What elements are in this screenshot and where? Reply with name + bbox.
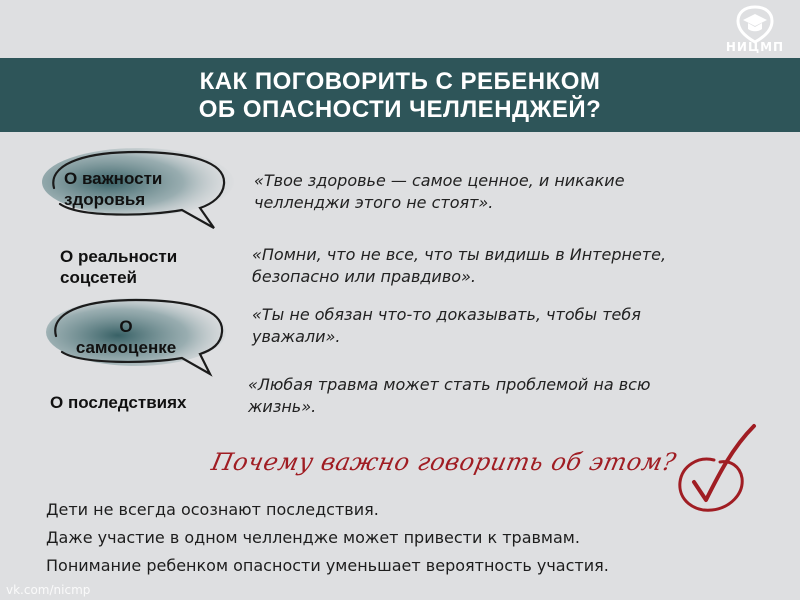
fact-3: Понимание ребенком опасности уменьшает вероятность участия. bbox=[46, 556, 609, 575]
quote-self-esteem-line-1: «Ты не обязан что-то доказывать, чтобы тебя bbox=[252, 305, 641, 324]
fact-2: Даже участие в одном челлендже может привести к травмам. bbox=[46, 528, 580, 547]
topic-self-esteem-title bbox=[66, 316, 186, 358]
page-title-line-1: КАК ПОГОВОРИТЬ С РЕБЕНКОМ bbox=[199, 68, 601, 95]
quote-consequences-line-2: жизнь». bbox=[248, 397, 317, 416]
fact-1: Дети не всегда осознают последствия. bbox=[46, 500, 379, 519]
quote-self-esteem bbox=[252, 304, 641, 348]
topic-health-line-2: здоровья bbox=[64, 190, 146, 209]
shield-cap-icon bbox=[722, 4, 788, 44]
why-heading: Почему важно говорить об этом? bbox=[209, 448, 679, 476]
topic-health-title bbox=[64, 168, 162, 210]
quote-health-line-2: челленджи этого не стоят». bbox=[254, 193, 494, 212]
quote-social bbox=[252, 244, 666, 288]
topic-self-esteem-line-1: О bbox=[119, 317, 133, 336]
checkmark-circle-icon bbox=[668, 420, 760, 516]
title-banner bbox=[0, 58, 800, 132]
logo-text: НИЦМП bbox=[725, 40, 785, 54]
watermark-link: vk.com/nicmp bbox=[6, 583, 91, 597]
quote-consequences-line-1: «Любая травма может стать проблемой на всю bbox=[248, 375, 651, 394]
quote-consequences bbox=[248, 374, 650, 418]
topic-social-title bbox=[60, 246, 177, 288]
quote-social-line-1: «Помни, что не все, что ты видишь в Интернете, bbox=[252, 245, 667, 264]
topic-health-line-1: О важности bbox=[64, 169, 163, 188]
nicmp-logo bbox=[722, 4, 788, 56]
page-title-line-2: ОБ ОПАСНОСТИ ЧЕЛЛЕНДЖЕЙ? bbox=[198, 96, 602, 123]
topic-consequences-title: О последствиях bbox=[50, 393, 187, 412]
quote-social-line-2: безопасно или правдиво». bbox=[252, 267, 477, 286]
quote-self-esteem-line-2: уважали». bbox=[252, 327, 341, 346]
quote-health-line-1: «Твое здоровье — самое ценное, и никакие bbox=[254, 171, 625, 190]
quote-health bbox=[254, 170, 625, 214]
topic-social-line-2: соцсетей bbox=[60, 268, 137, 287]
topic-social-line-1: О реальности bbox=[60, 247, 178, 266]
topic-self-esteem-line-2: самооценке bbox=[75, 338, 177, 357]
